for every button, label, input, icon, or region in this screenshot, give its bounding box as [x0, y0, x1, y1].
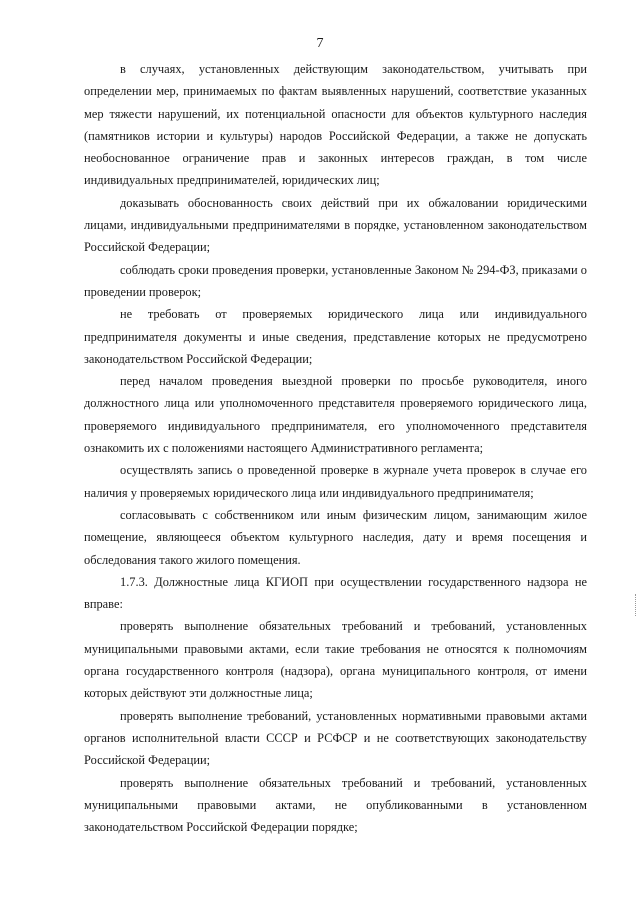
paragraph-consider-measures: в случаях, установленных действующим законодательством, учитывать при определении мер, принимаемых по фактам выявленных нарушений, соответствие указанных мер тяжести нарушений, их потенциальной опасности для объектов культурного наследия (памятников истории и культуры) народов Российской Федерации, а также не допускать необоснованное ограничение прав и законных интересов граждан, в том числе индивидуальных предпринимателей, юридических лиц;: [84, 62, 587, 188]
paragraph-journal-record: осуществлять запись о проведенной проверке в журнале учета проверок в случае его наличия у проверяемых юридического лица или индивидуального предпринимателя;: [84, 463, 587, 500]
paragraph-observe-deadlines: соблюдать сроки проведения проверки, установленные Законом № 294-ФЗ, приказами о проведении проверок;: [84, 262, 587, 299]
paragraph-no-extra-documents: не требовать от проверяемых юридического лица или индивидуального предпринимателя документы и иные сведения, представление которых не предусмотрено законодательством Российской Федерации;: [84, 307, 587, 366]
page-number: 7: [316, 36, 324, 51]
scan-edge-mark: [635, 594, 638, 616]
paragraph-familiarize-regulation: перед началом проведения выездной проверки по просьбе руководителя, иного должностного лица или уполномоченного представителя проверяемого юридического лица, проверяемого индивидуального предпринимателя, его уполномоченного представителя ознакомить их с положениями настоящего Административного регламента;: [84, 374, 587, 456]
paragraph-not-check-municipal: проверять выполнение обязательных требований и требований, установленных муниципальными правовыми актами, если такие требования не относятся к полномочиям органа государственного контроля (надзора), органа муниципального контроля, от имени которых действуют эти должностные лица;: [84, 619, 587, 701]
paragraph-section-1-7-3: 1.7.3. Должностные лица КГИОП при осуществлении государственного надзора не вправе:: [84, 574, 587, 612]
paragraph-prove-justification: доказывать обоснованность своих действий при их обжаловании юридическими лицами, индивидуальными предпринимателями в порядке, установленном законодательством Российской Федерации;: [84, 195, 587, 255]
paragraph-agree-visit: согласовывать с собственником или иным физическим лицом, занимающим жилое помещение, являющееся объектом культурного наследия, дату и время посещения и обследования такого жилого помещения.: [84, 507, 587, 567]
paragraph-not-check-unpublished: проверять выполнение обязательных требований и требований, установленных муниципальными правовыми актами, не опубликованными в установленном законодательством Российской Федерации порядке;: [84, 775, 587, 835]
paragraph-not-check-ussr-acts: проверять выполнение требований, установленных нормативными правовыми актами органов исполнительной власти СССР и РСФСР и не соответствующих законодательству Российской Федерации;: [84, 708, 587, 768]
document-body: [84, 58, 587, 838]
